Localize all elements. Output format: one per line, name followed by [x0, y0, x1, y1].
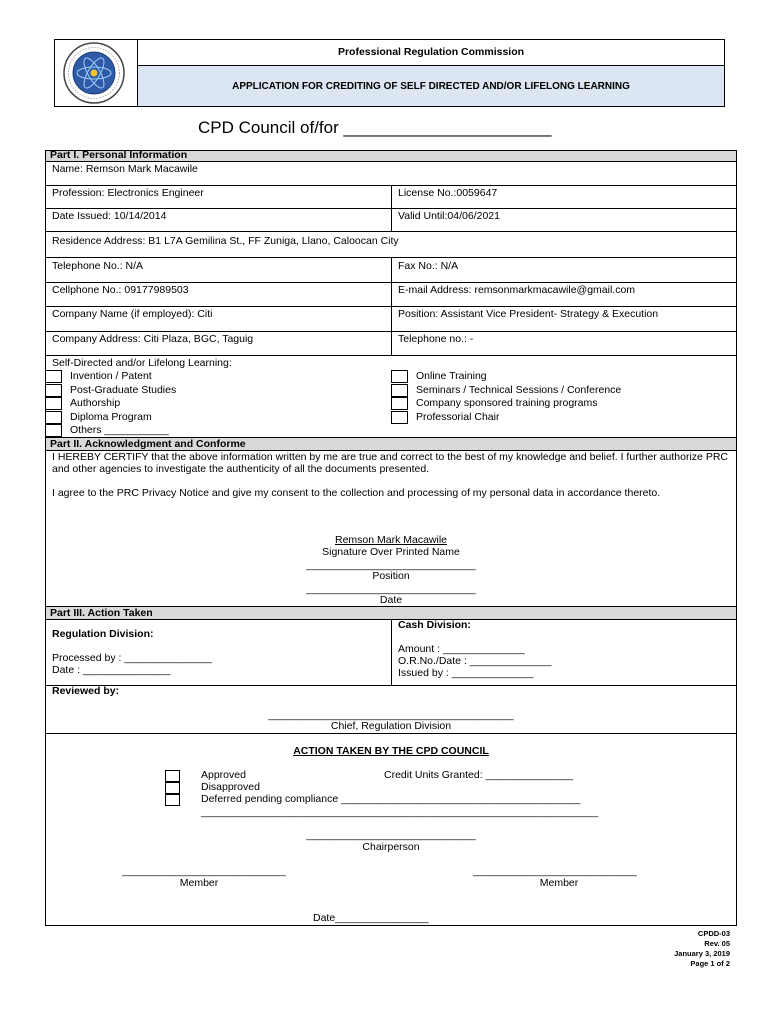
rule — [45, 231, 737, 232]
privacy-text: I agree to the PRC Privacy Notice and give my consent to the collection and processing of my personal data in accordance thereto. — [52, 487, 661, 499]
prc-seal-logo — [58, 41, 130, 105]
checkbox-deferred[interactable] — [165, 794, 180, 806]
position-field: Position: Assistant Vice President- Strategy & Execution — [398, 308, 659, 320]
credit-units-field: Credit Units Granted: _______________ — [384, 769, 574, 781]
company-address-field: Company Address: Citi Plaza, BGC, Taguig — [52, 333, 254, 345]
disapproved-label: Disapproved — [201, 781, 260, 793]
option-company-training: Company sponsored training programs — [416, 397, 598, 409]
residence-field: Residence Address: B1 L7A Gemilina St., FF Zuniga, Llano, Caloocan City — [52, 235, 399, 247]
chairperson-label: Chairperson — [362, 841, 420, 853]
reviewed-by-label: Reviewed by: — [52, 685, 120, 697]
date-label: Date — [379, 594, 403, 606]
chairperson-line: _____________________________ — [306, 829, 476, 841]
council-action-title: ACTION TAKEN BY THE CPD COUNCIL — [293, 745, 489, 757]
rule — [45, 355, 737, 356]
email-field: E-mail Address: remsonmarkmacawile@gmail.com — [398, 284, 636, 296]
valid-until-field: Valid Until:04/06/2021 — [398, 210, 500, 222]
amount-field: Amount : ______________ — [398, 643, 525, 655]
member-line-left: ____________________________ — [122, 865, 286, 877]
checkbox-company-training[interactable] — [391, 397, 408, 410]
certify-text: I HEREBY CERTIFY that the above information written by me are true and correct to the best of my knowledge and belief. I further authorize PRC and other agencies to investigate the authenticity of all the documents presented. — [52, 451, 728, 475]
form-date: January 3, 2019 — [674, 949, 730, 958]
part2-heading: Part II. Acknowledgment and Conforme — [50, 438, 246, 450]
license-field: License No.:0059647 — [398, 187, 498, 199]
deferred-line-2: ____________________________________________________________________ — [201, 806, 599, 818]
sdl-label: Self-Directed and/or Lifelong Learning: — [52, 357, 232, 369]
checkbox-disapproved[interactable] — [165, 782, 180, 794]
option-invention: Invention / Patent — [70, 370, 152, 382]
council-title: CPD Council of/for ______________________ — [198, 118, 552, 137]
checkbox-online-training[interactable] — [391, 370, 408, 383]
checkbox-postgrad[interactable] — [45, 384, 62, 397]
checkbox-approved[interactable] — [165, 770, 180, 782]
form-title: APPLICATION FOR CREDITING OF SELF DIRECTED AND/OR LIFELONG LEARNING — [232, 81, 630, 92]
profession-field: Profession: Electronics Engineer — [52, 187, 204, 199]
option-postgrad: Post-Graduate Studies — [70, 384, 177, 396]
checkbox-others[interactable] — [45, 424, 62, 437]
regulation-division-label: Regulation Division: — [52, 628, 154, 640]
col-divider — [391, 185, 392, 231]
processed-by-field: Processed by : _______________ — [52, 652, 212, 664]
issued-by-field: Issued by : ______________ — [398, 667, 534, 679]
option-professorial-chair: Professorial Chair — [416, 411, 500, 423]
company-tel-field: Telephone no.: - — [398, 333, 474, 345]
form-code: CPDD-03 — [697, 929, 730, 938]
page-number: Page 1 of 2 — [690, 959, 730, 968]
chief-line: __________________________________________ — [268, 709, 514, 721]
chief-label: Chief, Regulation Division — [330, 720, 452, 732]
col-divider — [391, 619, 392, 685]
option-diploma: Diploma Program — [70, 411, 152, 423]
col-divider — [391, 257, 392, 355]
member-line-right: ____________________________ — [473, 865, 637, 877]
member-label-left: Member — [179, 877, 219, 889]
checkbox-professorial-chair[interactable] — [391, 411, 408, 424]
option-seminars: Seminars / Technical Sessions / Conference — [416, 384, 622, 396]
rule — [45, 685, 737, 686]
checkbox-diploma[interactable] — [45, 411, 62, 424]
telephone-field: Telephone No.: N/A — [52, 260, 144, 272]
checkbox-seminars[interactable] — [391, 384, 408, 397]
checkbox-invention[interactable] — [45, 370, 62, 383]
signer-name: Remson Mark Macawile — [334, 534, 448, 546]
approved-label: Approved — [201, 769, 246, 781]
form-revision: Rev. 05 — [704, 939, 730, 948]
council-date-field: Date________________ — [313, 912, 429, 924]
name-field: Name: Remson Mark Macawile — [52, 163, 198, 175]
option-online-training: Online Training — [416, 370, 487, 382]
part3-heading: Part III. Action Taken — [50, 607, 153, 619]
org-name: Professional Regulation Commission — [337, 46, 525, 58]
member-label-right: Member — [539, 877, 579, 889]
cash-division-label: Cash Division: — [398, 619, 471, 631]
reg-date-field: Date : _______________ — [52, 664, 171, 676]
or-number-field: O.R.No./Date : ______________ — [398, 655, 552, 667]
option-authorship: Authorship — [70, 397, 121, 409]
deferred-field: Deferred pending compliance _________________________________________ — [201, 793, 581, 805]
company-field: Company Name (if employed): Citi — [52, 308, 213, 320]
option-others: Others ___________ — [70, 424, 169, 436]
fax-field: Fax No.: N/A — [398, 260, 459, 272]
part1-heading: Part I. Personal Information — [50, 149, 188, 161]
position-line: _____________________________ — [306, 559, 476, 571]
position-label: Position — [372, 570, 410, 582]
signature-label: Signature Over Printed Name — [322, 546, 460, 558]
date-line: _____________________________ — [306, 583, 476, 595]
checkbox-authorship[interactable] — [45, 397, 62, 410]
cellphone-field: Cellphone No.: 09177989503 — [52, 284, 189, 296]
date-issued-field: Date Issued: 10/14/2014 — [52, 210, 167, 222]
